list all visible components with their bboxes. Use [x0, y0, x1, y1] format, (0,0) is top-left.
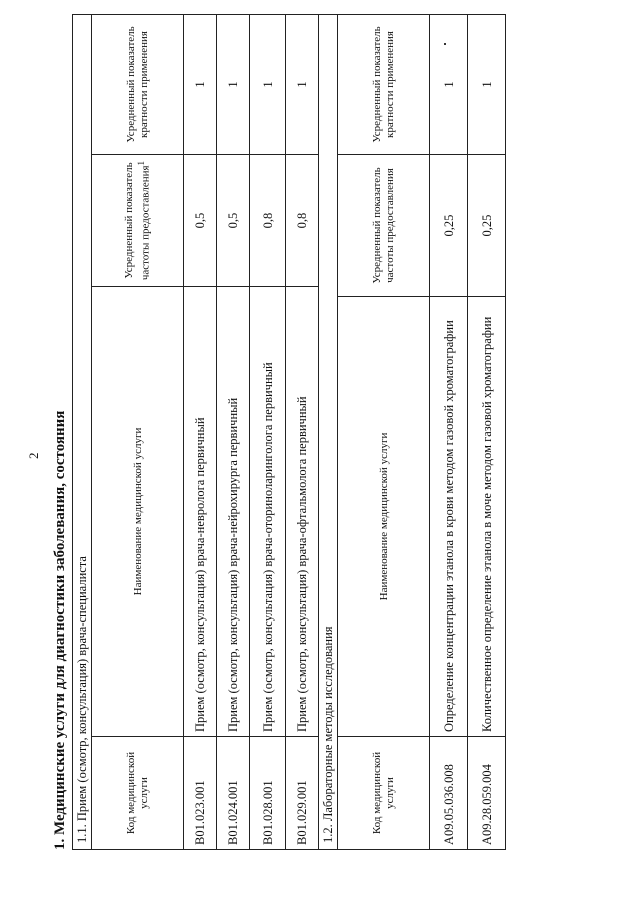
scan-speck	[444, 43, 446, 45]
table-caption: 1.1. Прием (осмотр, консультация) врача-специалиста	[73, 14, 92, 849]
cell-code: B01.028.001	[250, 737, 286, 850]
cell-freq: 0,25	[468, 155, 506, 297]
cell-mult: 1	[217, 14, 250, 154]
header-name: Наименование медицинской услуги	[92, 287, 184, 737]
cell-name: Прием (осмотр, консультация) врача-нейрохирурга первичный	[217, 287, 250, 737]
header-mult: Усредненный показатель кратности применения	[92, 14, 184, 154]
table-caption-row	[73, 14, 92, 849]
table-row	[468, 14, 506, 849]
cell-mult: 1	[430, 14, 468, 154]
header-freq: Усредненный показатель частоты предоставления	[338, 155, 430, 297]
header-name: Наименование медицинской услуги	[338, 297, 430, 737]
section-title: 1. Медицинские услуги для диагностики заболевания, состояния	[52, 410, 68, 850]
cell-name: Количественное определение этанола в моче методом газовой хроматографии	[468, 297, 506, 737]
cell-freq: 0,25	[430, 155, 468, 297]
table-row	[184, 14, 217, 849]
page-number: 2	[26, 452, 41, 459]
table-row	[430, 14, 468, 849]
table-laboratory	[318, 14, 506, 850]
table-caption-row	[319, 14, 338, 849]
header-code: Код медицинской услуги	[338, 737, 430, 850]
header-freq-text: Усредненный показатель частоты предоставления	[123, 162, 152, 281]
cell-freq: 0,8	[250, 155, 286, 287]
cell-mult: 1	[468, 14, 506, 154]
cell-name: Прием (осмотр, консультация) врача-невролога первичный	[184, 287, 217, 737]
header-freq-footnote: 1	[136, 160, 147, 166]
table-header-row	[92, 14, 184, 849]
header-freq	[92, 155, 184, 287]
header-mult: Усредненный показатель кратности применения	[338, 14, 430, 154]
cell-mult: 1	[184, 14, 217, 154]
cell-name: Прием (осмотр, консультация) врача-офтальмолога первичный	[286, 287, 319, 737]
table-consultations	[72, 14, 319, 850]
cell-mult: 1	[286, 14, 319, 154]
cell-mult: 1	[250, 14, 286, 154]
cell-name: Определение концентрации этанола в крови методом газовой хроматографии	[430, 297, 468, 737]
table-row	[217, 14, 250, 849]
table-row	[286, 14, 319, 849]
cell-freq: 0,8	[286, 155, 319, 287]
cell-code: A09.28.059.004	[468, 737, 506, 850]
table-header-row	[338, 14, 430, 849]
cell-name: Прием (осмотр, консультация) врача-оториноларинголога первичный	[250, 287, 286, 737]
cell-code: B01.023.001	[184, 737, 217, 850]
cell-freq: 0,5	[184, 155, 217, 287]
table-caption: 1.2. Лабораторные методы исследования	[319, 14, 338, 849]
cell-code: B01.029.001	[286, 737, 319, 850]
cell-code: A09.05.036.008	[430, 737, 468, 850]
cell-freq: 0,5	[217, 155, 250, 287]
cell-code: B01.024.001	[217, 737, 250, 850]
table-row	[250, 14, 286, 849]
header-code: Код медицинской услуги	[92, 737, 184, 850]
